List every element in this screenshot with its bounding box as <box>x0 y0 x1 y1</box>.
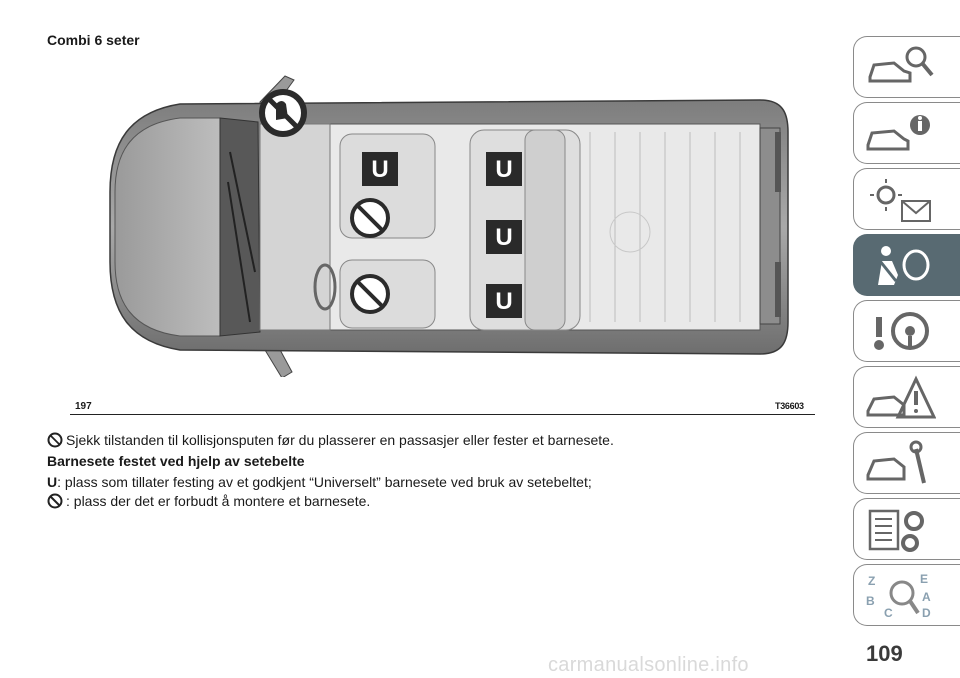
svg-text:U: U <box>495 288 513 315</box>
tab-car-wrench[interactable] <box>853 432 960 494</box>
airbag-seatbelt-icon <box>864 241 936 291</box>
airbag-warning-icon <box>47 432 63 448</box>
car-wrench-icon <box>864 439 936 489</box>
figure-number: 197 <box>75 401 92 412</box>
svg-text:Z: Z <box>868 574 876 588</box>
u-marker <box>362 152 398 186</box>
tab-car-search[interactable] <box>853 36 960 98</box>
u-symbol: U <box>47 474 58 490</box>
watermark: carmanualsonline.info <box>548 654 749 676</box>
figure-divider <box>70 414 815 415</box>
airbag-warning-sign <box>262 92 304 134</box>
svg-text:B: B <box>866 594 875 608</box>
u-definition <box>47 473 592 491</box>
tab-index[interactable] <box>853 564 960 626</box>
svg-text:U: U <box>495 224 513 251</box>
tab-car-warning[interactable] <box>853 366 960 428</box>
tab-specifications[interactable] <box>853 498 960 560</box>
airbag-check-text <box>47 431 614 449</box>
forbidden-icon <box>47 493 63 509</box>
page-number: 109 <box>866 641 903 666</box>
tab-airbag-seatbelt[interactable] <box>853 234 960 296</box>
van-seat-diagram <box>70 72 815 377</box>
u-description: : plass som tillater festing av et godkjent “Universelt” barnesete ved bruk av setebeltet; <box>57 474 592 490</box>
index-icon <box>864 571 936 621</box>
section-heading: Barnesete festet ved hjelp av setebelte <box>47 453 305 469</box>
u-marker <box>486 284 522 318</box>
windshield <box>220 118 260 336</box>
svg-text:C: C <box>884 606 893 620</box>
forbidden-description: : plass der det er forbudt å montere et barnesete. <box>66 493 371 509</box>
car-info-icon <box>864 109 936 159</box>
u-marker <box>486 152 522 186</box>
svg-text:A: A <box>922 590 931 604</box>
figure-code: T36603 <box>775 401 804 411</box>
u-marker <box>486 220 522 254</box>
page-title: Combi 6 seter <box>47 32 140 48</box>
tab-steering-wheel[interactable] <box>853 300 960 362</box>
tab-warning-lights[interactable] <box>853 168 960 230</box>
forbidden-marker <box>352 276 388 312</box>
svg-text:E: E <box>920 572 929 586</box>
car-search-icon <box>864 43 936 93</box>
forbidden-definition <box>47 492 370 510</box>
forbidden-marker <box>352 200 388 236</box>
steering-wheel-icon <box>864 307 936 357</box>
warning-lights-icon <box>864 175 936 225</box>
hood <box>115 118 220 336</box>
specifications-icon <box>864 505 936 555</box>
svg-text:D: D <box>922 606 931 620</box>
svg-text:U: U <box>495 156 513 183</box>
svg-text:U: U <box>371 156 389 183</box>
tab-car-info[interactable] <box>853 102 960 164</box>
airbag-check-sentence: Sjekk tilstanden til kollisjonsputen før du plasserer en passasjer eller fester et barnesete. <box>66 432 614 448</box>
car-warning-triangle-icon <box>864 373 936 423</box>
